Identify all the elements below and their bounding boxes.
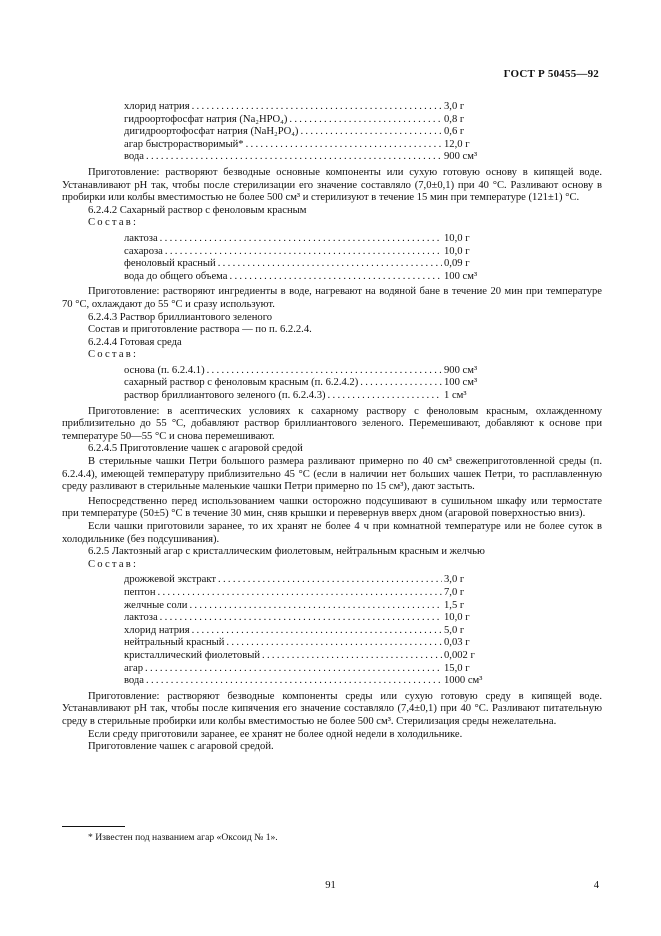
ingredient-value: 0,6 г (444, 126, 465, 138)
sheet-number: 4 (593, 880, 599, 891)
ingredient-row (124, 625, 502, 638)
ingredient-name: хлорид натрия (124, 624, 190, 636)
ingredient-list-lactose-agar (62, 574, 602, 687)
ingredient-list-final (62, 365, 602, 403)
ingredient-row (124, 587, 502, 600)
ingredient-row (124, 246, 502, 259)
ingredient-name: хлорид натрия (124, 101, 190, 112)
section-heading-6-2-4-3: 6.2.4.3 Раствор бриллиантового зеленого (88, 311, 273, 323)
ingredient-name: дрожжевой экстракт (124, 574, 216, 586)
ingredient-row (124, 574, 502, 587)
ingredient-value: 7,0 г (444, 586, 465, 598)
preparation-paragraph: Приготовление: растворяют безводные компоненты среды или сухую готовую среду в кипящей воде. Устанавливают pH так, чтобы после кипячения его значение составляло (7,4±0,1) при 40 °С. Разливают питательную среду в стерильные пробирки или колбы вместимостью не более 500 см³. Стерилизация среды нежелательна. (62, 690, 602, 727)
page-number: 91 (325, 880, 336, 891)
ingredient-name: пептон (124, 586, 156, 598)
ingredient-name: агар (124, 662, 144, 674)
ingredient-list-base (62, 101, 602, 164)
ingredient-name: сахароза (124, 245, 163, 257)
preparation-paragraph: Приготовление: в асептических условиях к сахарному раствору с феноловым красным, охлажденному приблизительно до 55 °С, добавляют раствор бриллиантового зеленого. Перемешивают, добавляют к основе при температуре 50—55 °С и снова перемешивают. (62, 405, 602, 442)
section-heading-6-2-4-5: 6.2.4.5 Приготовление чашек с агаровой средой (88, 443, 303, 455)
ingredient-value: 12,0 г (444, 138, 470, 150)
ingredient-value: 100 см³ (444, 270, 478, 282)
ingredient-value: 900 см³ (444, 151, 478, 163)
ingredient-row (124, 126, 502, 139)
ingredient-name: раствор бриллиантового зеленого (п. 6.2.4.3) (124, 390, 326, 402)
ingredient-list-sugar (62, 233, 602, 283)
ingredient-name: вода (124, 675, 145, 687)
ingredient-name: кристаллический фиолетовый (124, 649, 260, 661)
body-paragraph: В стерильные чашки Петри большого размера разливают примерно по 40 см³ свежеприготовленной среды (п. 6.2.4.4), имеющей температуру приблизительно 45 °С (если в наличии нет больших чашек Петри, то расплавленную среду разливают в стерильные маленькие чашки Петри примерно по 15 см³), дают застыть. (62, 456, 602, 493)
page-content (62, 98, 602, 754)
ingredient-value: 15,0 г (444, 662, 470, 674)
ingredient-row (124, 101, 502, 114)
ingredient-value: 3,0 г (444, 574, 465, 586)
ingredient-value: 900 см³ (444, 364, 478, 376)
ingredient-row (124, 600, 502, 613)
ingredient-value: 1000 см³ (444, 675, 483, 687)
ingredient-row (124, 365, 502, 378)
ingredient-value: 0,09 г (444, 258, 470, 270)
ingredient-value: 10,0 г (444, 232, 470, 244)
ingredient-name: вода (124, 151, 145, 163)
ingredient-value: 1,5 г (444, 599, 465, 611)
ingredient-row (124, 139, 502, 152)
standard-header: ГОСТ Р 50455—92 (503, 68, 599, 80)
ingredient-name: феноловый красный (124, 258, 216, 270)
ingredient-row (124, 612, 502, 625)
preparation-paragraph: Приготовление: растворяют безводные основные компоненты или сухую готовую основу в кипящей воде. Устанавливают pH так, чтобы после стерилизации его значение составляло (7,0±0,1) при 40 °С. Разливают основу в пробирки или колбы вместимостью не более 500 см³ и стерилизуют в течение 15 мин при температуре (121±1) °С. (62, 166, 602, 204)
ingredient-name: агар быстрорастворимый* (124, 138, 244, 150)
ingredient-value: 0,03 г (444, 637, 470, 649)
footnote: * Известен под названием агар «Оксоид № 1». (88, 832, 278, 843)
ingredient-value: 0,8 г (444, 113, 465, 125)
ingredient-name: дигидроортофосфат натрия (NaH₂PO₄) (124, 126, 299, 138)
ingredient-name: нейтральный красный (124, 637, 225, 649)
composition-label: Состав: (88, 349, 139, 361)
body-paragraph: Если среду приготовили заранее, ее хранят не более одной недели в холодильнике. (88, 728, 463, 740)
ingredient-row (124, 151, 502, 164)
section-heading-6-2-4-2: 6.2.4.2 Сахарный раствор с феноловым красным (88, 204, 307, 216)
ingredient-value: 100 см³ (444, 377, 478, 389)
ingredient-row (124, 637, 502, 650)
preparation-paragraph: Приготовление: растворяют ингредиенты в воде, нагревают на водяной бане в течение 20 мин при температуре 70 °С, охлаждают до 55 °С и сразу используют. (62, 286, 602, 310)
ingredient-value: 10,0 г (444, 245, 470, 257)
section-heading-6-2-5: 6.2.5 Лактозный агар с кристаллическим фиолетовым, нейтральным красным и желчью (88, 546, 485, 558)
ingredient-row (124, 233, 502, 246)
ingredient-value: 0,002 г (444, 649, 475, 661)
ingredient-value: 10,0 г (444, 612, 470, 624)
ingredient-name: основа (п. 6.2.4.1) (124, 364, 205, 376)
composition-label: Состав: (88, 558, 139, 570)
body-paragraph: Приготовление чашек с агаровой средой. (88, 741, 274, 753)
ingredient-row (124, 114, 502, 127)
ingredient-row (124, 675, 502, 688)
composition-label: Состав: (88, 217, 139, 229)
ingredient-row (124, 663, 502, 676)
ingredient-name: лактоза (124, 232, 158, 244)
footnote-divider (62, 826, 125, 827)
ingredient-row (124, 650, 502, 663)
ingredient-row (124, 271, 502, 284)
ingredient-name: желчные соли (124, 599, 188, 611)
section-heading-6-2-4-4: 6.2.4.4 Готовая среда (88, 336, 182, 348)
ingredient-value: 5,0 г (444, 624, 465, 636)
ingredient-name: гидроортофосфат натрия (Na₂HPO₄) (124, 113, 288, 125)
ingredient-name: вода до общего объема (124, 270, 228, 282)
ingredient-value: 3,0 г (444, 101, 465, 112)
body-paragraph: Если чашки приготовили заранее, то их хранят не более 4 ч при комнатной температуре или не более суток в холодильнике (без подсушивания). (62, 521, 602, 545)
ingredient-row (124, 390, 502, 403)
body-paragraph: Непосредственно перед использованием чашки осторожно подсушивают в сушильном шкафу или термостате при температуре (50±5) °С в течение 30 мин, сняв крышки и перевернув вверх дном (агаровой поверхностью вниз). (62, 495, 602, 520)
ingredient-row (124, 377, 502, 390)
ingredient-row (124, 258, 502, 271)
ingredient-value: 1 см³ (444, 390, 467, 402)
ingredient-name: лактоза (124, 612, 158, 624)
section-text: Состав и приготовление раствора — по п. 6.2.2.4. (88, 324, 312, 336)
ingredient-name: сахарный раствор с феноловым красным (п. 6.2.4.2) (124, 377, 359, 389)
